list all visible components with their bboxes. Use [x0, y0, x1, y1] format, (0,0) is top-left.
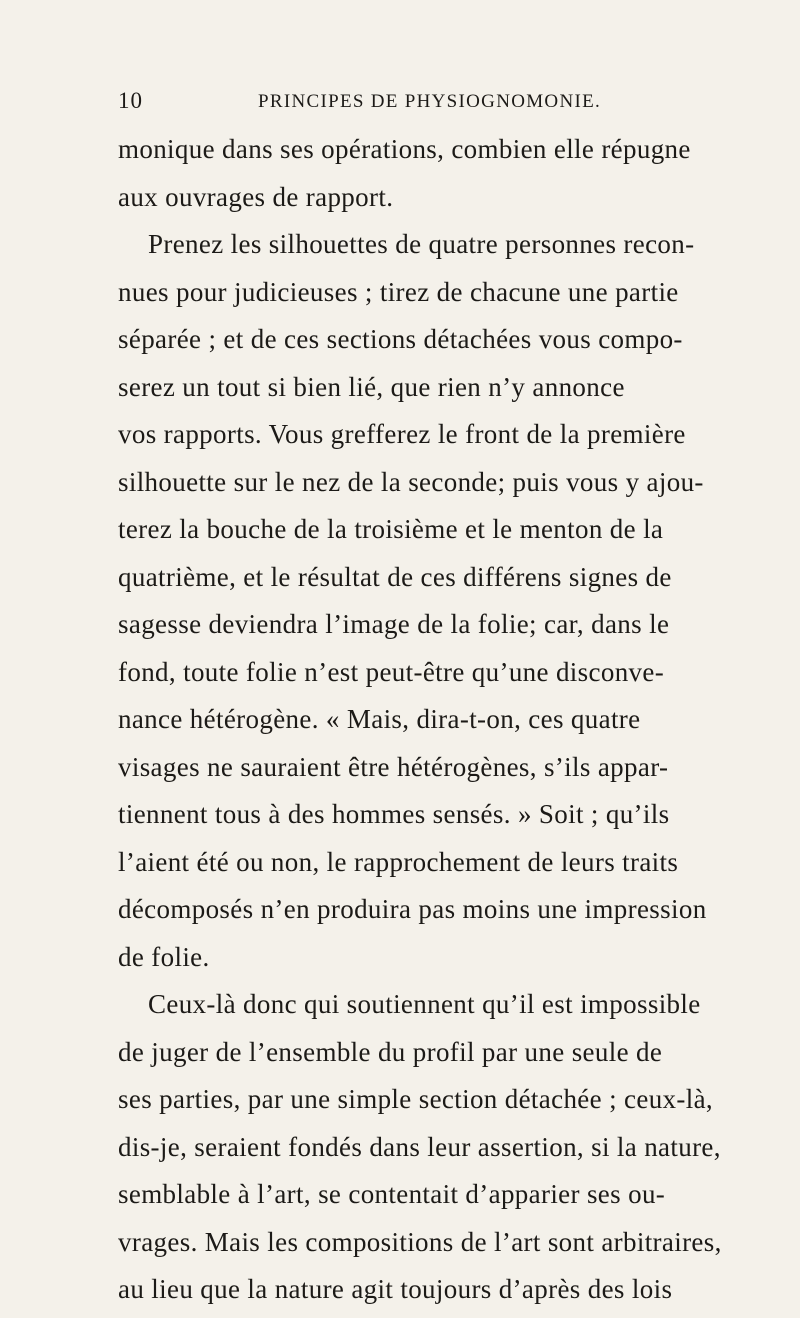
- text-line: vrages. Mais les compositions de l’art sont arbitraires,: [118, 1226, 722, 1257]
- text-line: visages ne sauraient être hétérogènes, s’ils appar-: [118, 751, 669, 782]
- text-line: sagesse deviendra l’image de la folie; car, dans le: [118, 609, 670, 639]
- text-line: au lieu que la nature agit toujours d’après des lois: [118, 1274, 673, 1304]
- page-number: 10: [118, 88, 143, 113]
- text-line: semblable à l’art, se contentait d’apparier ses ou-: [118, 1179, 666, 1209]
- text-line: silhouette sur le nez de la seconde; puis vous y ajou-: [118, 466, 704, 497]
- text-line: monique dans ses opérations, combien elle répugne: [118, 134, 691, 164]
- text-line: séparée ; et de ces sections détachées vous compo-: [118, 324, 683, 354]
- paragraph-start-line: Prenez les silhouettes de quatre personnes recon-: [148, 229, 695, 259]
- text-line: nance hétérogène. « Mais, dira-t-on, ces quatre: [118, 704, 641, 734]
- running-title: PRINCIPES DE PHYSIOGNOMONIE.: [258, 91, 602, 112]
- text-line: tiennent tous à des hommes sensés. » Soit ; qu’ils: [118, 799, 670, 829]
- text-line: nues pour judicieuses ; tirez de chacune une partie: [118, 276, 679, 307]
- text-line: de folie.: [118, 941, 210, 972]
- text-line: quatrième, et le résultat de ces différens signes de: [118, 561, 672, 592]
- text-line: fond, toute folie n’est peut-être qu’une disconve-: [118, 656, 665, 687]
- text-line: dis-je, seraient fondés dans leur assertion, si la nature,: [118, 1131, 721, 1162]
- text-line: ses parties, par une simple section détachée ; ceux-là,: [118, 1084, 714, 1114]
- running-head: [118, 88, 718, 118]
- text-line: aux ouvrages de rapport.: [118, 181, 394, 212]
- text-line: l’aient été ou non, le rapprochement de leurs traits: [118, 846, 679, 877]
- text-line: décomposés n’en produira pas moins une impression: [118, 894, 707, 924]
- text-line: serez un tout si bien lié, que rien n’y annonce: [118, 371, 625, 402]
- text-line: terez la bouche de la troisième et le menton de la: [118, 514, 664, 544]
- body-text: [118, 126, 798, 1314]
- text-line: vos rapports. Vous grefferez le front de la première: [118, 419, 686, 449]
- paragraph-start-line: Ceux-là donc qui soutiennent qu’il est impossible: [148, 989, 701, 1019]
- text-line: de juger de l’ensemble du profil par une seule de: [118, 1036, 663, 1067]
